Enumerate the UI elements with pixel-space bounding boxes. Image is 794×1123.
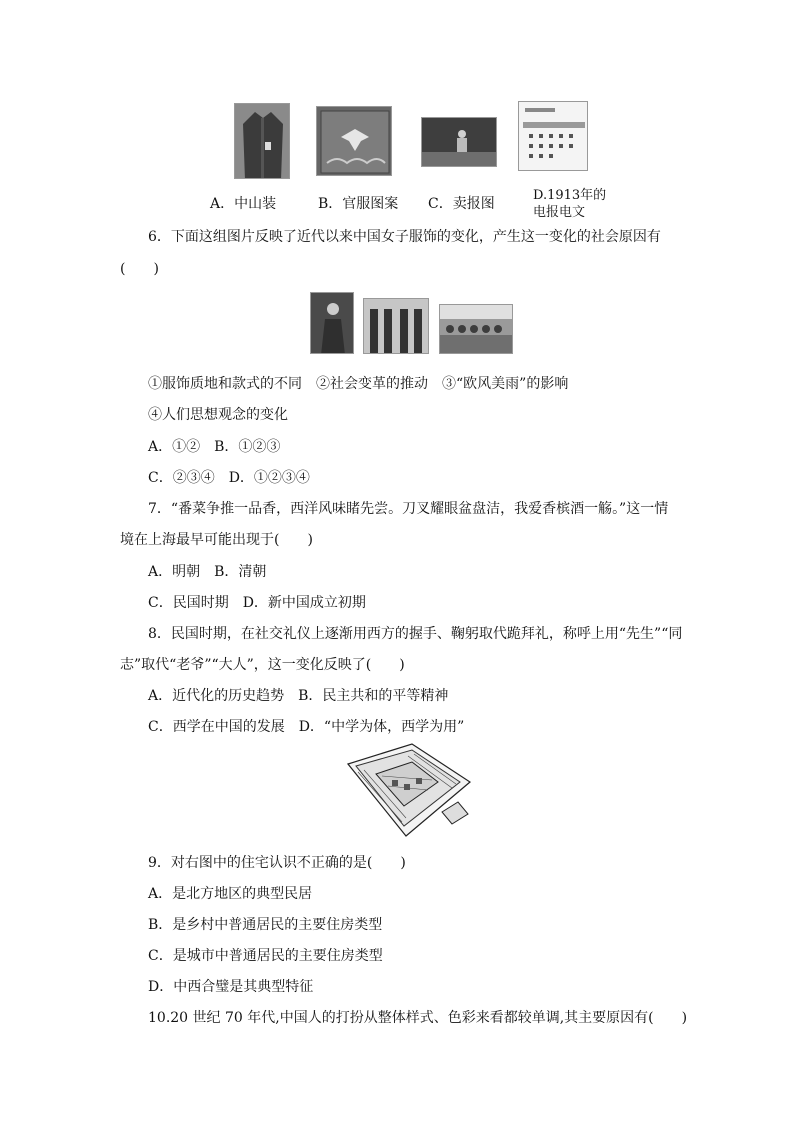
q6-items-line2: ④人们思想观念的变化 [148,407,288,423]
women-clothing-photo-3 [439,304,513,354]
q6-options-line2: C．②③④ D．①②③④ [148,470,310,486]
q8-stem-line2: 志”取代“老爷”“大人”，这一变化反映了( ) [120,657,405,673]
image-c-label: C．卖报图 [428,196,495,212]
q7-stem-line1: 7．“番菜争推一品香，西洋风味睹先尝。刀叉耀眼盆盘洁，我爱香槟酒一觞。”这一情 [148,501,669,517]
q9-option-a: A．是北方地区的典型民居 [148,886,313,902]
women-clothing-photo-1 [310,292,354,354]
courtyard-house-drawing [342,742,474,838]
q7-options-line2: C．民国时期 D．新中国成立初期 [148,595,366,611]
q6-items-line1: ①服饰质地和款式的不同 ②社会变革的推动 ③“欧风美雨”的影响 [148,376,569,392]
q8-options-line1: A．近代化的历史趋势 B．民主共和的平等精神 [148,688,449,704]
q8-options-line2: C．西学在中国的发展 D．“中学为体，西学为用” [148,719,465,735]
image-d-label-line1: D.1913年的 [533,188,607,203]
q6-options-line1: A．①② B．①②③ [148,439,281,455]
q9-stem: 9．对右图中的住宅认识不正确的是( ) [148,855,406,871]
q9-option-b: B．是乡村中普通居民的主要住房类型 [148,917,383,933]
q8-stem-line1: 8．民国时期，在社交礼仪上逐渐用西方的握手、鞠躬取代跪拜礼，称呼上用“先生”“同 [148,626,683,642]
image-b-label: B．官服图案 [318,196,399,212]
image-a-label: A．中山装 [210,196,277,212]
official-robe-pattern-photo [316,106,392,176]
q7-options-line1: A．明朝 B．清朝 [148,564,267,580]
telegram-1913-photo [518,101,588,171]
image-d-label-line2: 电报电文 [533,205,586,220]
q6-stem-line1: 6．下面这组图片反映了近代以来中国女子服饰的变化，产生这一变化的社会原因有 [148,229,661,245]
q10-stem: 10.20 世纪 70 年代,中国人的打扮从整体样式、色彩来看都较单调,其主要原因有( ) [148,1010,688,1026]
q9-option-c: C．是城市中普通居民的主要住房类型 [148,948,383,964]
women-clothing-photo-2 [363,298,429,354]
zhongshan-suit-photo [234,103,290,179]
newspaper-seller-photo [421,117,497,167]
q7-stem-line2: 境在上海最早可能出现于( ) [120,532,313,548]
q6-stem-line2: ( ) [120,261,159,277]
q9-option-d: D．中西合璧是其典型特征 [148,979,314,995]
